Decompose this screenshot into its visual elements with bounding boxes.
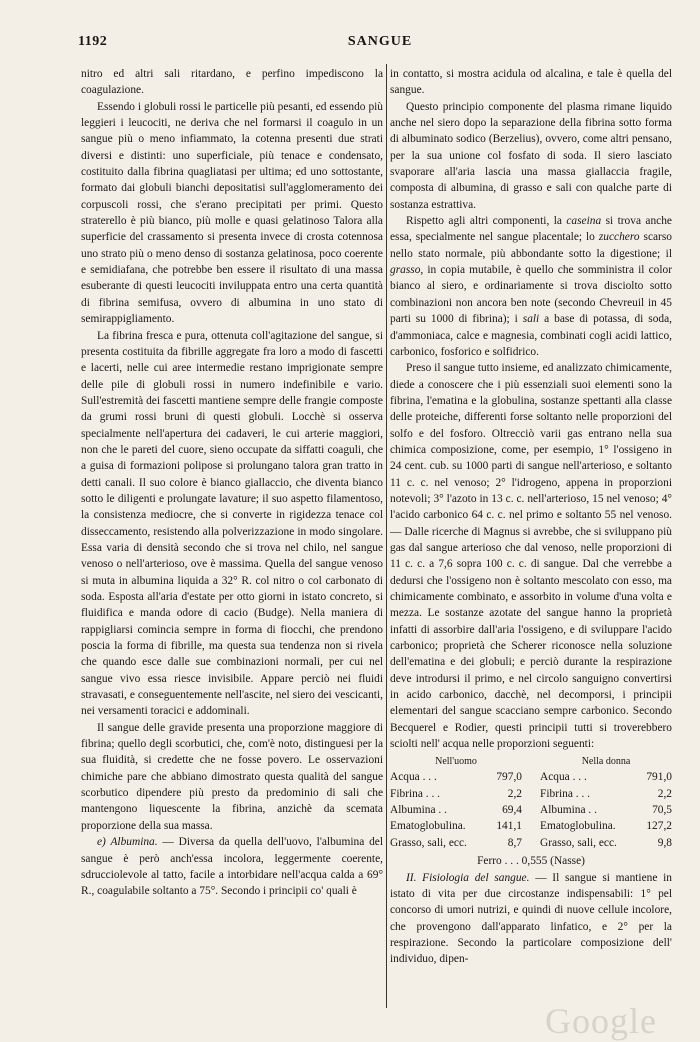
row-value: 127,2: [646, 820, 672, 833]
row-value: 2,2: [507, 787, 522, 800]
term-sali: sali: [522, 313, 540, 326]
blood-composition-table: [390, 755, 672, 851]
row-value: 9,8: [657, 836, 672, 849]
row-label: Ematoglobulina.: [540, 820, 616, 833]
paragraph-text: — Diversa da quella dell'uovo, l'albumina del sangue è però anch'essa incolora, leggermente coerente, sdrucciolevole al tatto, facile a intorbidare nell'acqua calda a 69° R., coagulabile soltanto a 75°. Secondo i principii co' quali è: [81, 836, 383, 898]
table-row: [540, 835, 672, 851]
paragraph-fisiologia: [390, 870, 672, 968]
term-caseina: caseina: [566, 215, 602, 228]
table-row: [390, 786, 522, 802]
page-number: 1192: [78, 34, 108, 49]
text-run: a base di potassa, di soda, d'ammoniaca, calce e magnesia, combinati cogli acidi lattico, carbonico, fosforico e solfidrico.: [390, 313, 672, 358]
row-label: Acqua . . .: [390, 771, 437, 784]
page-header: [78, 34, 682, 54]
row-value: 141,1: [496, 820, 522, 833]
row-label: Fibrina . . .: [390, 787, 440, 800]
table-row: [540, 769, 672, 785]
table-row: [390, 769, 522, 785]
right-column: [390, 66, 672, 968]
table-row: [390, 835, 522, 851]
table-heading: Nella donna: [581, 756, 631, 768]
row-label: Grasso, sali, ecc.: [390, 836, 467, 849]
term-zucchero: zucchero: [598, 231, 640, 244]
row-label: Ematoglobulina.: [390, 820, 466, 833]
term-grasso: grasso: [390, 264, 421, 277]
text-run: , in copia mutabile, è quello che somministra il color bianco al siero, e ordinariamente si trova disciolto sotto combinazioni non ancora ben note (secondo Chevreuil in 45 parti su 1000 di fibrina); i: [390, 264, 672, 326]
text-run: si trova anche essa, specialmente nel sangue placentale; lo: [390, 215, 672, 244]
section-label-albumina: e) Albumina.: [97, 836, 158, 849]
paragraph: nitro ed altri sali ritardano, e perfino impediscono la coagulazione.: [81, 68, 383, 97]
paragraph: Il sangue delle gravide presenta una proporzione maggiore di fibrina; quello degli scorbutici, che, com'è noto, distinguesi per la sua fluidità, si credette che ne fosse povero. Le osservazioni chimiche pare che abbiano dimostrato questa qualità del sangue scorbutico dipendere più presto da predominio di sali che mantengono liquescente la fibrina, anzichè da scemata proporzione della sua massa.: [81, 721, 383, 832]
running-title: SANGUE: [347, 34, 413, 49]
row-value: 791,0: [646, 771, 672, 784]
row-value: 70,5: [652, 804, 672, 817]
column-divider: [386, 64, 387, 1008]
row-label: Grasso, sali, ecc.: [540, 836, 617, 849]
paragraph: Preso il sangue tutto insieme, ed analizzato chimicamente, diede a conoscere che i più essenziali suoi elementi sono la fibrina, l'ematina e la globulina, sostanze spettanti alla classe delle proteiche, differenti forse soltanto nelle proporzioni del solfo e del fosforo. Oltrecciò varii gas entrano nella sua chimica composizione, come, per esempio, 1° l'ossigeno in 24 cent. cub. su 1000 parti di sangue nell'arterioso, e soltanto 11 c. c. nel venoso; 2° l'idrogeno, appena in proporzioni notevoli; 3° l'azoto in 13 c. c. nell'arterioso, 15 nel venoso; 4° l'acido carbonico 64 c. c. nel primo e soltanto 55 nel venoso. — Dalle ricerche di Magnus si avrebbe, che si sviluppano più gas dal sangue arterioso che dal venoso, nelle proporzioni di 11 c. c. a 7,6 sopra 100 c. c. di sangue. Dal che verrebbe a dedursi che l'ossigeno non è soltanto mescolato con esso, ma chimicamente combinato, e assorbito in volume d'una volta e mezza. Le sostanze azotate del sangue hanno la proprietà infatti di assorbire dall'aria l'ossigeno, e di sviluppare l'acido carbonico; proprietà che Scherer riconosce nella soluzione dell'ematina e dei globuli; e perciò durante la respirazione deve introdursi il primo, e nel circolo sanguigno convertirsi in acido carbonico, dacchè, nel decomporsi, i principii elementari del sangue scacciano sempre carbonico. Secondo Becquerel e Rodier, questi principii tutti si troverebbero sciolti nell' acqua nelle proporzioni seguenti:: [390, 362, 673, 751]
row-value: 797,0: [496, 771, 522, 784]
paragraph: Essendo i globuli rossi le particelle più pesanti, ed essendo più leggieri i leucociti, ne deriva che nel formarsi il coagulo in un sangue più o meno infiammato, la cotenna presenti due strati diversi e distinti: uno superficiale, più tenace e condensato, costituito dalla fibrina quagliatasi per ultima; ed uno sottostante, formato dai globuli bianchi depositatisi sull'agglomeramento dei corpuscoli rossi, che s'erano precipitati per primi. Questo straterello è più bianco, più molle e quasi gelatinoso Talora alla superficie del crassamento si presenta invece di crosta cotennosa uno strato più o meno denso di sostanza gelatinosa, poco coerente e semidiafana, che potrebbe ben essere il risultato di una massa esuberante di questi leucociti inviluppata entro una certa quantità di fibrina semifusa, ovvero di albumina in uno stato di semirappigliamento.: [81, 100, 383, 326]
paragraph: Questo principio componente del plasma rimane liquido anche nel siero dopo la separazione della fibrina sotto forma di albuminato sodico (Berzelius), ovvero, come altri pensano, per la sua unione col fosfato di soda. Il siero lasciato svaporare all'aria lascia una massa giallaccia fragile, composta di albumina, di grasso e sali con qualche parte di sostanza estrattiva.: [390, 100, 672, 211]
row-label: Albumina . .: [390, 804, 447, 817]
paragraph-albumina: [81, 834, 383, 899]
section-label-fisiologia: II. Fisiologia del sangue.: [406, 871, 530, 884]
paragraph: [390, 213, 672, 360]
row-value: 2,2: [657, 787, 672, 800]
row-label: Fibrina . . .: [540, 787, 590, 800]
text-run: scarso nello stato normale, più abbondante sotto la digestione; il: [390, 231, 672, 260]
row-value: 69,4: [502, 804, 522, 817]
paragraph: La fibrina fresca e pura, ottenuta coll'agitazione del sangue, si presenta costituita da fibrille aggregate fra loro a modo di fascetti e lacerti, nelle cui aree intermedie restano imprigionate sempre delle pile di globuli rossi in numero indefinibile e vario. Sull'estremità dei fascetti mantiene sempre delle frangie composte da grumi rossi bruni di questi globuli. Locchè si osserva specialmente nell'apertura dei cadaveri, le cui arterie maggiori, non che le pareti del cuore, sieno occupate da siffatti coaguli, che a guisa di formazioni polipose si prolungano talora gran tratto in detti canali. Il suo colore è bianco giallaccio, che diventa bianco sotto le diligenti e prolungate lavature; il suo aspetto filamentoso, la consistenza mediocre, che si converte in rigidezza tenace col disseccamento, resistendo alla polverizzazione in modo singolare. Essa varia di densità secondo che si trova nel chilo, nel sangue venoso o nell'arterioso, ove è massima. Quella del sangue venoso si muta in albumina liquida a 32° R. col nitro o col carbonato di soda. Esposta all'aria d'estate per otto giorni in istato concreto, si fluidifica e manda odore di cacio (Budge). Nella maniera di rappigliarsi comincia sempre in forma di fiocchi, che prendono poscia la forma di fibrille, ma questa sua tendenza non si rivela che quando esce dalle sue combinazioni normali, per cui nel sangue vivo essa riesce invisibile. Appare perciò nei fluidi stravasati, e conseguentemente nell'ascite, nel siero dei vescicanti, nei versamenti toracici e addominali.: [81, 329, 383, 718]
paragraph-text: — Il sangue si mantiene in istato di vita per due circostanze indispensabili: 1° pel concorso di umori nutrizi, e quindi di nuove cellule incolore, che provengono dall'apparato linfatico, e 2° per la respirazione. Secondo la particolare composizione dell' individuo, dipen-: [390, 871, 672, 966]
table-column-woman: [540, 755, 672, 851]
text-run: Rispetto agli altri componenti, la: [406, 215, 567, 228]
row-label: Acqua . . .: [540, 771, 587, 784]
table-iron-row: Ferro . . . 0,555 (Nasse): [477, 855, 585, 868]
table-heading: Nell'uomo: [435, 756, 477, 768]
table-row: [390, 802, 522, 818]
table-row: [540, 802, 672, 818]
row-label: Albumina . .: [540, 804, 597, 817]
table-row: [540, 786, 672, 802]
paragraph: in contatto, si mostra acidula od alcalina, e tale è quella del sangue.: [390, 68, 672, 97]
left-column: [81, 66, 383, 900]
table-column-man: [390, 755, 522, 851]
table-row: [390, 818, 522, 834]
table-row: [540, 818, 672, 834]
scan-watermark: Google: [545, 1001, 657, 1041]
row-value: 8,7: [507, 836, 522, 849]
